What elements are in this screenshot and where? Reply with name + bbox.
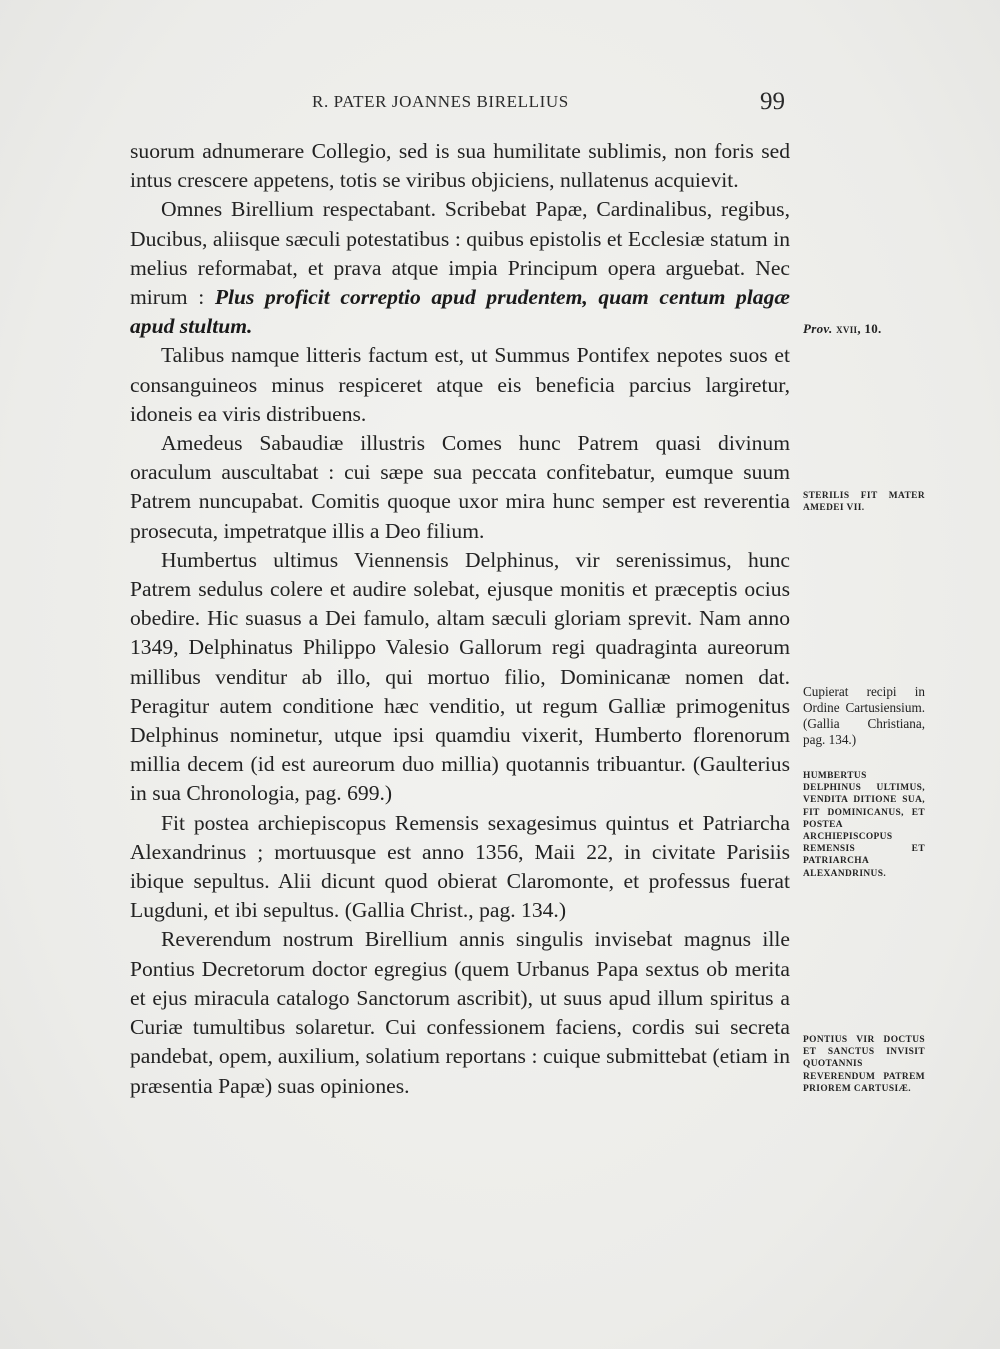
scripture-quote: Plus proficit correptio apud prudentem, quam centum plagæ apud stultum.: [130, 285, 790, 339]
paragraph-2: [130, 195, 790, 341]
paragraph-2-text: Omnes Birellium respectabant. Scribebat Papæ, Cardinalibus, regibus, Ducibus, aliisque sæculi potestatibus : quibus epistolis et Ecclesiæ statum in melius reformabat, et prava atque impia Principum opera arguebat. Nec mirum :: [130, 197, 790, 310]
margin-note-humbertus: HUMBERTUS DELPHINUS ULTIMUS, VENDITA DITIONE SUA, FIT DOMINICANUS, ET POSTEA ARCHIEPISCOPUS REMENSIS ET PATRIARCHA ALEXANDRINUS.: [803, 771, 925, 879]
page-number: 99: [760, 88, 785, 115]
running-title: R. PATER JOANNES BIRELLIUS: [312, 92, 569, 111]
paragraph-4: Amedeus Sabaudiæ illustris Comes hunc Patrem quasi divinum oraculum auscultabat : cui sæpe sua peccata confitebatur, eumque suum Patrem nuncupabat. Comitis quoque uxor mira hunc semper est reverentia prosecuta, impetratque illis a Deo filium.: [130, 431, 790, 543]
margin-note-proverbs-book: Prov.: [803, 321, 833, 336]
margin-note-proverbs-ref: xvii, 10.: [836, 321, 882, 336]
paragraph-6: Fit postea archiepiscopus Remensis sexagesimus quintus et Patriarcha Alexandrinus ; mortuusque est anno 1356, Maii 22, in civitate Parisiis ibique sepultus. Alii dicunt quod obierat Claromonte, et professus fuerat Lugduni, et ibi sepultus. (Gallia Christ., pag. 134.): [130, 810, 790, 923]
margin-note-proverbs: [803, 321, 925, 337]
paragraph-5: Humbertus ultimus Viennensis Delphinus, vir serenissimus, hunc Patrem sedulus colere et audire solebat, ejusque monitis et præceptis ocius obedire. Hic suasus a Dei famulo, altam sæculi gloriam sprevit. Nam anno 1349, Delphinatus Philippo Valesio Gallorum regi quadraginta aureorum millibus venditur ab illo, qui mortuo filio, Dominicanæ nomen dat. Peragitur autem conditione hæc venditio, ut regum Galliæ primogenitus Delphinus nominetur, utque ipsi quamdiu vixerit, Humberto florenorum millia decem (id est aureorum duo millia) quotannis tribuantur. (Gaulterius in sua Chronologia, pag. 699.): [130, 547, 790, 806]
margin-note-pontius: PONTIUS VIR DOCTUS ET SANCTUS INVISIT QUOTANNIS REVERENDUM PATREM PRIOREM CARTUSIÆ.: [803, 1035, 925, 1094]
margin-note-cupierat: Cupierat recipi in Ordine Cartusiensium. (Gallia Christiana, pag. 134.): [803, 684, 925, 747]
paragraph-7: Reverendum nostrum Birellium annis singulis invisebat magnus ille Pontius Decretorum doctor egregius (quem Urbanus Papa sextus ob merita et ejus miracula catalogo Sanctorum ascribit), ut suus apud illum spiritus a Curiæ tumultibus solaretur. Cui confessionem faciens, cordis sui secreta pandebat, opem, auxilium, solatium reportans : cuique submittebat (etiam in præsentia Papæ) suas opiniones.: [130, 927, 790, 1098]
main-text: [130, 137, 790, 1101]
paragraph-3: Talibus namque litteris factum est, ut Summus Pontifex nepotes suos et consanguineos minus respiceret atque eis beneficia parcius largiretur, idoneis ea viris distribuens.: [130, 343, 790, 426]
paragraph-1: suorum adnumerare Collegio, sed is sua humilitate sublimis, non foris sed intus crescere appetens, totis se viribus objiciens, nullatenus acquievit.: [130, 139, 790, 193]
margin-note-sterilis: STERILIS FIT MATER AMEDEI VII.: [803, 491, 925, 514]
